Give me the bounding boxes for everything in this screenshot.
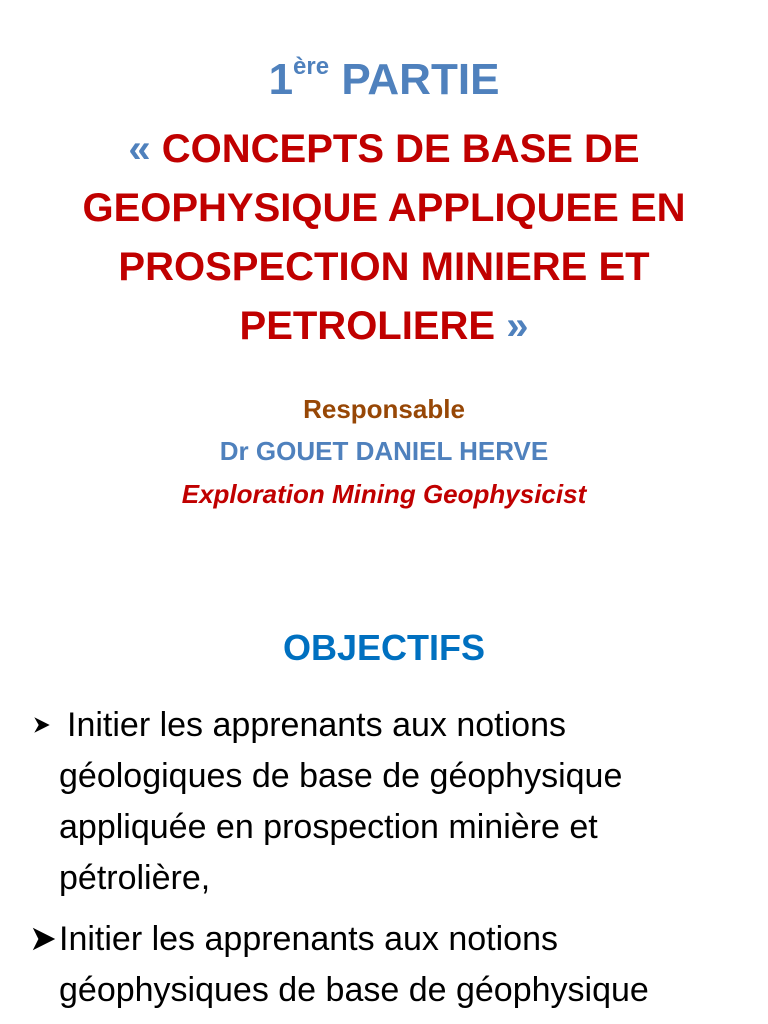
part-number: 1 — [268, 55, 294, 104]
close-quote: » — [506, 304, 529, 348]
part-superscript: ère — [293, 53, 330, 81]
main-title-line-1: « CONCEPTS DE BASE DE — [128, 127, 640, 171]
open-quote: « — [128, 127, 151, 171]
objective-1-line-3: appliquée en prospection minière et — [59, 808, 598, 846]
author-name: Dr GOUET DANIEL HERVE — [219, 436, 549, 466]
objective-2-line-2: géophysiques de base de géophysique — [59, 971, 649, 1009]
author-role: Responsable — [303, 394, 465, 424]
objective-1-line-4: pétrolière, — [59, 859, 211, 897]
objective-1-line-1: Initier les apprenants aux notions — [67, 706, 566, 744]
part-word: PARTIE — [341, 55, 500, 104]
objective-2-line-1: Initier les apprenants aux notions — [59, 920, 558, 958]
objectives-list — [0, 700, 768, 1016]
part-title — [0, 52, 768, 108]
arrowhead-bullet-icon — [31, 714, 53, 736]
main-title-line-4: PETROLIERE » — [239, 304, 529, 348]
arrowhead-bullet-icon — [30, 925, 58, 953]
objective-item-2 — [0, 914, 768, 1016]
main-title — [0, 120, 768, 356]
objectives-heading: OBJECTIFS — [282, 627, 486, 668]
objective-item-1 — [0, 700, 768, 904]
main-title-line-2: GEOPHYSIQUE APPLIQUEE EN — [82, 186, 686, 230]
author-title: Exploration Mining Geophysicist — [181, 479, 587, 509]
main-title-line-3: PROSPECTION MINIERE ET — [118, 245, 650, 289]
objective-1-line-2: géologiques de base de géophysique — [59, 757, 623, 795]
